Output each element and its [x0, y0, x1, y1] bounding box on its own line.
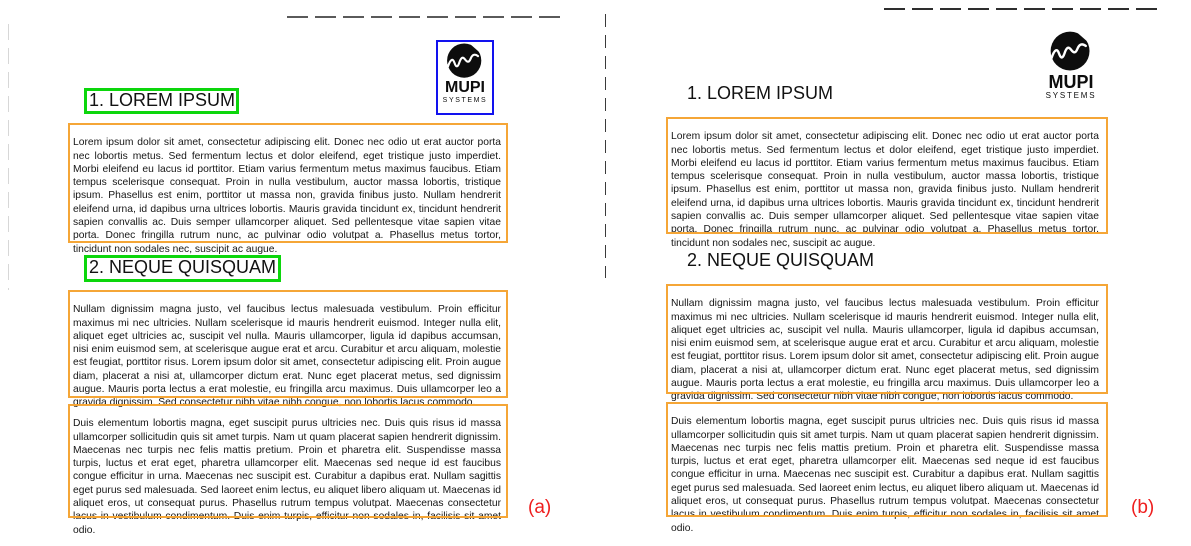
- mupi-logo: [439, 43, 491, 104]
- section-1-heading: 1. LOREM IPSUM: [89, 90, 236, 110]
- paragraph-2: Nullam dignissim magna justo, vel faucibus lectus malesuada vestibulum. Proin efficitur maximus mi nec ultricies. Nullam scelerisque id mauris hendrerit euismod. Integer nulla elit, aliquet eget ultricies ac, suscipit vel nulla. Mauris ullamcorper, ligula id dapibus accumsan, nisi enim euismod sem, at scelerisque augue erat et arcu. Curabitur et arcu aliquam, molestie est feugiat, porttitor risus. Lorem ipsum dolor sit amet, consectetur adipiscing elit. Proin augue diam, placerat a nisi at, ullamcorper dictum erat. Nunc eget placerat metus, sed dignissim augue. Mauris porta lectus a erat molestie, eu fringilla arcu maximus. Duis ullamcorper leo a gravida dignissim. Sed consectetur nibh vitae nibh congue, non lobortis lacus commodo.: [671, 298, 1099, 403]
- page-top-edge-dashes: [287, 16, 567, 18]
- panel-a-label: (a): [528, 497, 552, 518]
- logo-subtitle: SYSTEMS: [442, 97, 488, 104]
- logo-wave-icon: [443, 43, 487, 79]
- logo-wave-icon: [1046, 31, 1096, 72]
- section-2-heading: 2. NEQUE QUISQUAM: [89, 257, 277, 277]
- section-2-heading: 2. NEQUE QUISQUAM: [687, 250, 875, 270]
- section-1-heading: 1. LOREM IPSUM: [687, 83, 834, 103]
- paragraph-2: Nullam dignissim magna justo, vel faucibus lectus malesuada vestibulum. Proin efficitur maximus mi nec ultricies. Nullam scelerisque id mauris hendrerit euismod. Integer nulla elit, aliquet eget ultricies ac, suscipit vel nulla. Mauris ullamcorper, ligula id dapibus accumsan, nisi enim euismod sem, at scelerisque augue erat et arcu. Curabitur et arcu aliquam, molestie est feugiat, porttitor risus. Lorem ipsum dolor sit amet, consectetur adipiscing elit. Proin augue diam, placerat a nisi at, ullamcorper dictum erat. Nunc eget placerat metus, sed dignissim augue. Mauris porta lectus a erat molestie, eu fringilla arcu maximus. Duis ullamcorper leo a gravida dignissim. Sed consectetur nibh vitae nibh congue, non lobortis lacus commodo.: [73, 304, 501, 409]
- paragraph-1: Lorem ipsum dolor sit amet, consectetur adipiscing elit. Donec nec odio ut erat auctor porta nec lobortis metus. Sed fermentum lectus et dolor eleifend, eget tristique justo imperdiet. Morbi eleifend eu lacus id porttitor. Etiam varius fermentum metus maximus faucibus. Etiam tempus scelerisque consequat. Proin in nulla vestibulum, auctor massa lobortis, tristique ipsum. Phasellus est enim, porttitor ut massa non, gravida finibus justo. Nullam hendrerit eleifend urna, id dapibus urna ultrices lobortis. Mauris gravida tincidunt ex, tincidunt hendrerit sapien convallis ac. Duis semper ullamcorper aliquet. Sed pellentesque vitae sapien vitae porta. Donec fringilla rutrum nunc, ac pulvinar odio volutpat a. Phasellus metus tortor, tincidunt non sodales nec, suscipit ac augue.: [671, 131, 1099, 249]
- page-left-edge-dashes: [8, 24, 9, 290]
- logo-wordmark: MUPI: [445, 79, 485, 96]
- paragraph-3: Duis elementum lobortis magna, eget suscipit purus ultricies nec. Duis quis risus id massa ullamcorper sollicitudin quis sit amet turpis. Nam ut quam placerat sapien hendrerit dignissim. Maecenas nec turpis nec felis mattis pretium. Proin et pharetra elit. Suspendisse massa turpis, luctus et erat eget, pharetra ullamcorper elit. Maecenas sed neque id est faucibus congue efficitur in urna. Maecenas nec suscipit est. Curabitur a dapibus erat. Nullam sagittis eget purus sed malesuada. Sed laoreet enim lectus, eu aliquet libero aliquam ut. Maecenas id aliquet eros, ut consequat purus. Phasellus rutrum tempus volutpat. Maecenas consectetur lacus in vestibulum condimentum. Duis enim turpis, efficitur non sodales in, facilisis sit amet odio.: [671, 416, 1099, 534]
- paragraph-1: Lorem ipsum dolor sit amet, consectetur adipiscing elit. Donec nec odio ut erat auctor porta nec lobortis metus. Sed fermentum lectus et dolor eleifend, eget tristique justo imperdiet. Morbi eleifend eu lacus id porttitor. Etiam varius fermentum metus maximus faucibus. Etiam tempus scelerisque consequat. Proin in nulla vestibulum, auctor massa lobortis, tristique ipsum. Phasellus est enim, porttitor ut massa non, gravida finibus justo. Nullam hendrerit eleifend urna, id dapibus urna ultrices lobortis. Mauris gravida tincidunt ex, tincidunt hendrerit sapien convallis ac. Duis semper ullamcorper aliquet. Sed pellentesque vitae sapien vitae porta. Donec fringilla rutrum nunc, ac pulvinar odio volutpat a. Phasellus metus tortor, tincidunt non sodales nec, suscipit ac augue.: [73, 137, 501, 255]
- paragraph-3: Duis elementum lobortis magna, eget suscipit purus ultricies nec. Duis quis risus id massa ullamcorper sollicitudin quis sit amet turpis. Nam ut quam placerat sapien hendrerit dignissim. Maecenas nec turpis nec felis mattis pretium. Proin et pharetra elit. Suspendisse massa turpis, luctus et erat eget, pharetra ullamcorper elit. Maecenas sed neque id est faucibus congue efficitur in urna. Maecenas nec suscipit est. Curabitur a dapibus erat. Nullam sagittis eget purus sed malesuada. Sed laoreet enim lectus, eu aliquet libero aliquam ut. Maecenas id aliquet eros, ut consequat purus. Phasellus rutrum tempus volutpat. Maecenas consectetur lacus in vestibulum condimentum. Duis enim turpis, efficitur non sodales in, facilisis sit amet odio.: [73, 418, 501, 536]
- logo-wordmark: MUPI: [1048, 72, 1094, 92]
- panel-b-label: (b): [1131, 497, 1155, 518]
- page-top-edge-dashes: [884, 8, 1163, 10]
- panel-b: [598, 0, 1191, 546]
- mupi-logo: [1042, 31, 1100, 100]
- logo-subtitle: SYSTEMS: [1045, 91, 1097, 100]
- page-left-edge-dashes: [605, 14, 606, 278]
